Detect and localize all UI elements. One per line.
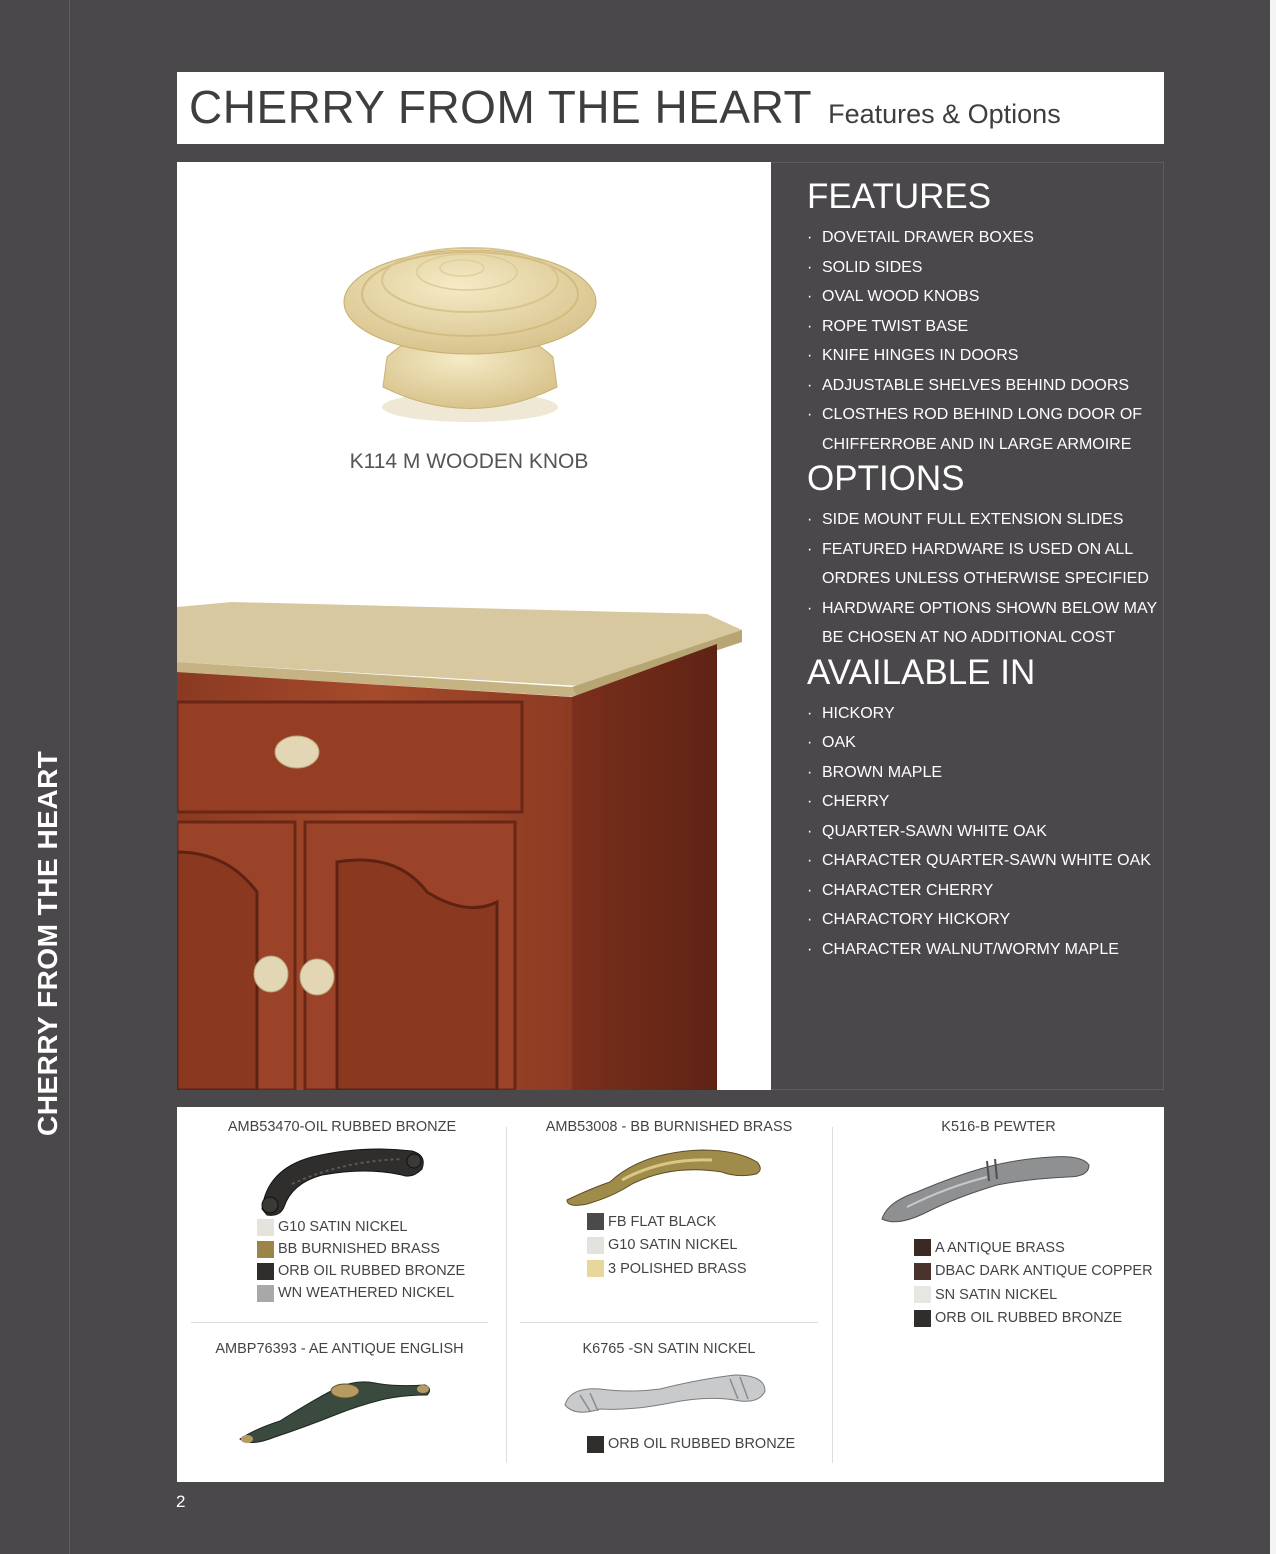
- spine-divider: [69, 0, 70, 1554]
- list-item: · BROWN MAPLE: [807, 758, 1163, 788]
- spine-title: CHERRY FROM THE HEART: [32, 750, 63, 1136]
- row-divider: [191, 1322, 488, 1323]
- pull-handle-image: [560, 1365, 770, 1425]
- finish-swatch: [914, 1286, 931, 1303]
- finish-swatch: [587, 1213, 604, 1230]
- features-panel: [771, 162, 1164, 1090]
- row-divider: [520, 1322, 818, 1323]
- page-title: CHERRY FROM THE HEART: [189, 81, 813, 133]
- finish-swatch: [257, 1241, 274, 1258]
- hardware-options: [177, 1107, 1164, 1482]
- list-item: · ROPE TWIST BASE: [807, 312, 1163, 342]
- page-subtitle: Features & Options: [828, 99, 1061, 129]
- list-item: CHIFFERROBE AND IN LARGE ARMOIRE: [822, 435, 1132, 453]
- column-divider: [506, 1127, 507, 1463]
- page-header: [177, 72, 1164, 144]
- knob-caption: K114 M WOODEN KNOB: [349, 450, 589, 473]
- finish-swatch: [257, 1263, 274, 1280]
- finish-label: G10 SATIN NICKEL: [278, 1219, 408, 1235]
- finish-label: FB FLAT BLACK: [608, 1213, 717, 1230]
- list-item: · SOLID SIDES: [807, 253, 1163, 283]
- finish-swatch: [914, 1310, 931, 1327]
- page-edge: [1270, 0, 1276, 1554]
- hardware-title-ambp76393: AMBP76393 - AE ANTIQUE ENGLISH: [215, 1341, 464, 1357]
- pull-handle-image: [252, 1139, 432, 1219]
- finish-label: ORB OIL RUBBED BRONZE: [278, 1263, 466, 1279]
- list-item: · SIDE MOUNT FULL EXTENSION SLIDES: [807, 505, 1163, 535]
- list-item: · CHARACTER QUARTER-SAWN WHITE OAK: [807, 846, 1163, 876]
- finish-label: ORB OIL RUBBED BRONZE: [935, 1310, 1123, 1327]
- hardware-title-k516: K516-B PEWTER: [941, 1119, 1056, 1135]
- finish-swatch: [587, 1260, 604, 1277]
- finish-swatch: [257, 1219, 274, 1236]
- finish-swatch: [914, 1263, 931, 1280]
- finish-label: BB BURNISHED BRASS: [278, 1241, 440, 1257]
- list-item: · DOVETAIL DRAWER BOXES: [807, 223, 1163, 253]
- column-divider: [832, 1127, 833, 1463]
- finish-swatch: [257, 1285, 274, 1302]
- hardware-title-amb53470: AMB53470-OIL RUBBED BRONZE: [227, 1119, 457, 1135]
- nightstand-image: [177, 162, 771, 1090]
- list-item: · OAK: [807, 728, 1163, 758]
- list-item: · QUARTER-SAWN WHITE OAK: [807, 817, 1163, 847]
- list-item: · CHERRY: [807, 787, 1163, 817]
- page-number: 2: [176, 1492, 186, 1511]
- hero-image: [177, 162, 771, 1090]
- finish-label: WN WEATHERED NICKEL: [278, 1285, 455, 1301]
- finish-list-amb53470: [257, 1216, 465, 1304]
- list-item: BE CHOSEN AT NO ADDITIONAL COST: [822, 629, 1116, 646]
- list-item: · CHARACTORY HICKORY: [807, 905, 1163, 935]
- list-item: · HARDWARE OPTIONS SHOWN BELOW MAY: [807, 594, 1163, 624]
- finish-label: G10 SATIN NICKEL: [608, 1237, 738, 1254]
- list-item: ORDRES UNLESS OTHERWISE SPECIFIED: [822, 570, 1149, 587]
- list-item: · CHARACTER WALNUT/WORMY MAPLE: [807, 935, 1163, 965]
- list-item: · CHARACTER CHERRY: [807, 876, 1163, 906]
- available-heading: AVAILABLE IN: [807, 652, 1036, 692]
- list-item: · FEATURED HARDWARE IS USED ON ALL: [807, 535, 1163, 565]
- hardware-title-k6765: K6765 -SN SATIN NICKEL: [582, 1341, 756, 1357]
- finish-swatch: [587, 1237, 604, 1254]
- available-list: [807, 699, 1163, 965]
- finish-label: 3 POLISHED BRASS: [608, 1260, 747, 1277]
- pull-handle-image: [235, 1369, 435, 1449]
- finish-swatch: [914, 1239, 931, 1256]
- finish-label: ORB OIL RUBBED BRONZE: [608, 1436, 796, 1452]
- list-item: · OVAL WOOD KNOBS: [807, 282, 1163, 312]
- features-heading: FEATURES: [807, 177, 992, 216]
- pull-handle-image: [562, 1142, 772, 1212]
- finish-swatch: [587, 1436, 604, 1453]
- finish-label: DBAC DARK ANTIQUE COPPER: [935, 1263, 1153, 1280]
- finish-label: SN SATIN NICKEL: [935, 1286, 1058, 1303]
- finish-list-k6765: [587, 1433, 795, 1455]
- pull-handle-image: [877, 1147, 1097, 1227]
- list-item: · CLOSTHES ROD BEHIND LONG DOOR OF: [807, 400, 1163, 430]
- finish-list-k516: [914, 1236, 1153, 1330]
- list-item: · HICKORY: [807, 699, 1163, 729]
- hardware-title-amb53008: AMB53008 - BB BURNISHED BRASS: [545, 1119, 793, 1135]
- features-list: [807, 223, 1163, 459]
- finish-list-amb53008: [587, 1210, 747, 1281]
- finish-label: A ANTIQUE BRASS: [935, 1239, 1065, 1256]
- list-item: · KNIFE HINGES IN DOORS: [807, 341, 1163, 371]
- options-list: [807, 505, 1163, 653]
- list-item: · ADJUSTABLE SHELVES BEHIND DOORS: [807, 371, 1163, 401]
- options-heading: OPTIONS: [807, 459, 965, 498]
